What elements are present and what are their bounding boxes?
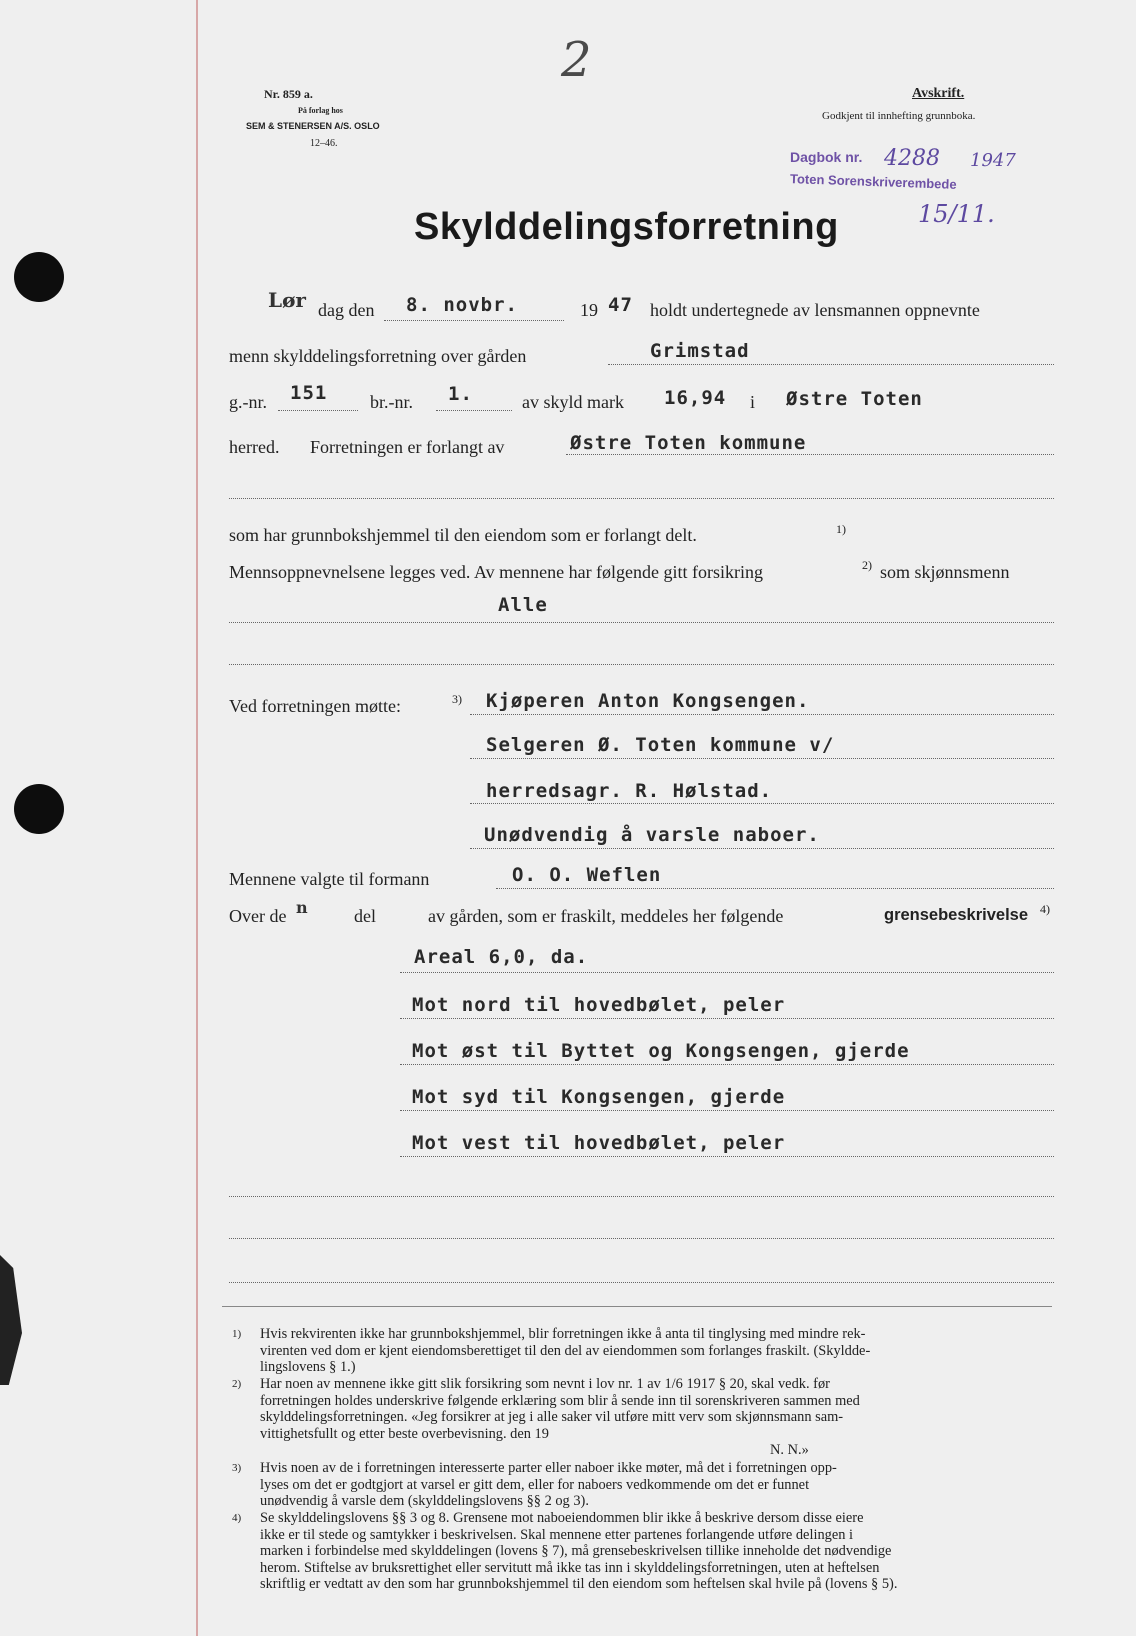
footnote-3-line-1: Hvis noen av de i forretningen interesserte parter eller naboer ikke møter, må det i forretningen opp- xyxy=(260,1460,837,1476)
binding-edge-shadow xyxy=(0,1255,22,1385)
attendee-3: herredsagr. R. Hølstad. xyxy=(486,780,773,802)
attendee-dotline-3 xyxy=(470,803,1054,804)
footnote-2-line-3: skylddelingsforretningen. «Jeg forsikrer at jeg i alle saker vil utføre mitt verv som skjønnsmann sam- xyxy=(260,1409,844,1425)
footnote-2-line-2: forretningen holdes underskrive følgende erklæring som blir å sende inn til sorenskriveren sammen med xyxy=(260,1392,860,1409)
farm-value: Grimstad xyxy=(650,340,750,362)
weekday-hand: Lør xyxy=(268,288,306,312)
gnr-label: g.-nr. xyxy=(229,392,267,412)
copy-label: Avskrift. xyxy=(912,86,965,101)
footnote-4-line-4: herom. Stiftelse av bruksrettighet eller servitutt må ikke tas inn i skylddelingsforretningen, uten at heftelsen xyxy=(260,1559,880,1576)
footnote-2-line-4: vittighetsfullt og etter beste overbevisning. den 19 xyxy=(260,1425,549,1442)
footnote-3-number: 3) xyxy=(232,1462,242,1474)
footnote-4-line-1: Se skylddelingslovens §§ 3 og 8. Grensene mot naboeiendommen blir ikke å beskrive dersom disse eiere xyxy=(260,1510,864,1526)
footnote-1-line-1: Hvis rekvirenten ikke har grunnbokshjemmel, blir forretningen ikke å anta til tinglysing med mindre rek- xyxy=(260,1326,866,1342)
brnr-value: 1. xyxy=(448,383,473,405)
boundary-dotline-3 xyxy=(400,1064,1054,1065)
dagbok-number: 4288 xyxy=(884,146,940,171)
gnr-value: 151 xyxy=(290,382,328,404)
over-de-hand: n xyxy=(296,898,308,917)
menn-text: menn skylddelingsforretning over gården xyxy=(229,346,527,366)
attendee-dotline-2 xyxy=(470,758,1054,759)
attendee-dotline-4 xyxy=(470,848,1054,849)
over-de-label: Over de xyxy=(229,906,287,926)
forsikring-names: Alle xyxy=(498,594,548,616)
skyld-value: 16,94 xyxy=(664,387,727,409)
gnr-dotline xyxy=(278,410,358,411)
boundary-2: Mot nord til hovedbølet, peler xyxy=(412,994,786,1016)
year-prefix: 19 xyxy=(580,300,598,320)
publisher-line2: SEM & STENERSEN A/S. OSLO xyxy=(246,121,380,131)
handwritten-page-number: 2 xyxy=(561,32,592,88)
form-number: Nr. 859 a. xyxy=(264,87,313,101)
holdt-text: holdt undertegnede av lensmannen oppnevnte xyxy=(650,300,980,320)
farm-dotline xyxy=(608,364,1054,365)
brnr-dotline xyxy=(436,410,512,411)
formann-value: O. O. Weflen xyxy=(512,864,662,886)
boundary-dotline-1 xyxy=(400,972,1054,973)
del-label: del xyxy=(354,906,376,926)
publisher-line3: 12–46. xyxy=(310,138,338,149)
grense-note: 4) xyxy=(1040,902,1050,916)
stamp-office: Toten Sorenskriverembede xyxy=(789,171,957,192)
brnr-label: br.-nr. xyxy=(370,392,413,412)
margin-rule xyxy=(196,0,198,1636)
punch-hole-top xyxy=(14,252,64,302)
motte-label: Ved forretningen møtte: xyxy=(229,696,401,716)
names-dotline-1 xyxy=(229,622,1054,623)
mennsopp-text: Mennsoppnevnelsene legges ved. Av mennene har følgende gitt forsikring xyxy=(229,562,764,582)
footnote-4-line-5: skriftlig er vedtatt av den som har grunnbokshjemmel til den eiendom som heftelsen skal hvile på (lovens § 5). xyxy=(260,1576,898,1592)
attendee-1: Kjøperen Anton Kongsengen. xyxy=(486,690,810,712)
skyld-label: av skyld mark xyxy=(522,392,624,412)
formann-label: Mennene valgte til formann xyxy=(229,869,430,889)
dagbok-prefix: Dagbok nr. xyxy=(790,149,863,165)
hjemmel-note: 1) xyxy=(836,522,846,536)
date-dotline xyxy=(384,320,564,321)
dag-den-label: dag den xyxy=(318,300,375,320)
boundary-3: Mot øst til Byttet og Kongsengen, gjerde xyxy=(412,1040,910,1062)
footnote-2-number: 2) xyxy=(232,1378,242,1390)
attendee-dotline-1 xyxy=(470,714,1054,715)
footnote-2-signature: N. N.» xyxy=(770,1442,809,1458)
punch-hole-bottom xyxy=(14,784,64,834)
year-suffix: 47 xyxy=(608,294,633,316)
grense-label: grensebeskrivelse xyxy=(884,906,1029,924)
approval-line: Godkjent til innhefting grunnboka. xyxy=(822,110,976,122)
blank-line-4 xyxy=(229,1282,1054,1283)
publisher-line1: På forlag hos xyxy=(298,106,343,115)
footnote-4-line-3: marken i forbindelse med skylddelingen (lovens § 7), må grensebeskrivelsen tillike inneholde det nødvendige xyxy=(260,1543,892,1559)
boundary-1: Areal 6,0, da. xyxy=(414,946,589,968)
gaarden-text: av gården, som er fraskilt, meddeles her følgende xyxy=(428,906,784,926)
footnote-3-line-2: lyses om det er godtgjort at varsel er gitt dem, eller for naboers vedkommende om det er funnet xyxy=(260,1476,810,1493)
blank-line-3 xyxy=(229,1238,1054,1239)
boundary-dotline-5 xyxy=(400,1156,1054,1157)
motte-note: 3) xyxy=(452,692,462,706)
footnote-4-line-2: ikke er til stede og samtykker i beskrivelsen. Skal mennene etter partenes forlangende utføre delingen i xyxy=(260,1526,854,1543)
boundary-dotline-4 xyxy=(400,1110,1054,1111)
requester-value: Østre Toten kommune xyxy=(570,432,807,454)
footnote-4-number: 4) xyxy=(232,1512,242,1524)
municipality-value: Østre Toten xyxy=(786,388,923,410)
boundary-5: Mot vest til hovedbølet, peler xyxy=(412,1132,786,1154)
blank-line-2 xyxy=(229,1196,1054,1197)
dagbok-year: 1947 xyxy=(970,150,1016,171)
stamp-date: 15/11. xyxy=(918,200,995,228)
mennsopp-tail: som skjønnsmenn xyxy=(880,562,1010,582)
forlangt-label: Forretningen er forlangt av xyxy=(310,437,505,457)
hjemmel-text: som har grunnbokshjemmel til den eiendom som er forlangt delt. xyxy=(229,525,697,545)
page-title: Skylddelingsforretning xyxy=(414,206,839,248)
footnote-2-line-1: Har noen av mennene ikke gitt slik forsikring som nevnt i lov nr. 1 av 1/6 1917 § 20, skal vedk. før xyxy=(260,1376,830,1392)
mennsopp-note: 2) xyxy=(862,558,872,572)
footnote-1-line-2: virenten ved dom er kjent eiendomsberettiget til den del av eiendommen som forlanges fraskilt. (Skyldde- xyxy=(260,1342,871,1359)
footnote-1-number: 1) xyxy=(232,1328,242,1340)
boundary-4: Mot syd til Kongsengen, gjerde xyxy=(412,1086,786,1108)
formann-dotline xyxy=(496,888,1054,889)
date-value: 8. novbr. xyxy=(406,294,518,316)
i-label: i xyxy=(750,392,756,412)
attendee-4: Unødvendig å varsle naboer. xyxy=(484,824,820,846)
blank-line-1 xyxy=(229,498,1054,499)
footnote-3-line-3: unødvendig å varsle dem (skylddelingslovens §§ 2 og 3). xyxy=(260,1493,589,1509)
names-dotline-2 xyxy=(229,664,1054,665)
attendee-2: Selgeren Ø. Toten kommune v/ xyxy=(486,734,835,756)
boundary-dotline-2 xyxy=(400,1018,1054,1019)
footnote-divider xyxy=(222,1306,1052,1307)
footnote-1-line-3: lingslovens § 1.) xyxy=(260,1359,356,1375)
requester-dotline xyxy=(566,454,1054,455)
herred-label: herred. xyxy=(229,437,280,457)
